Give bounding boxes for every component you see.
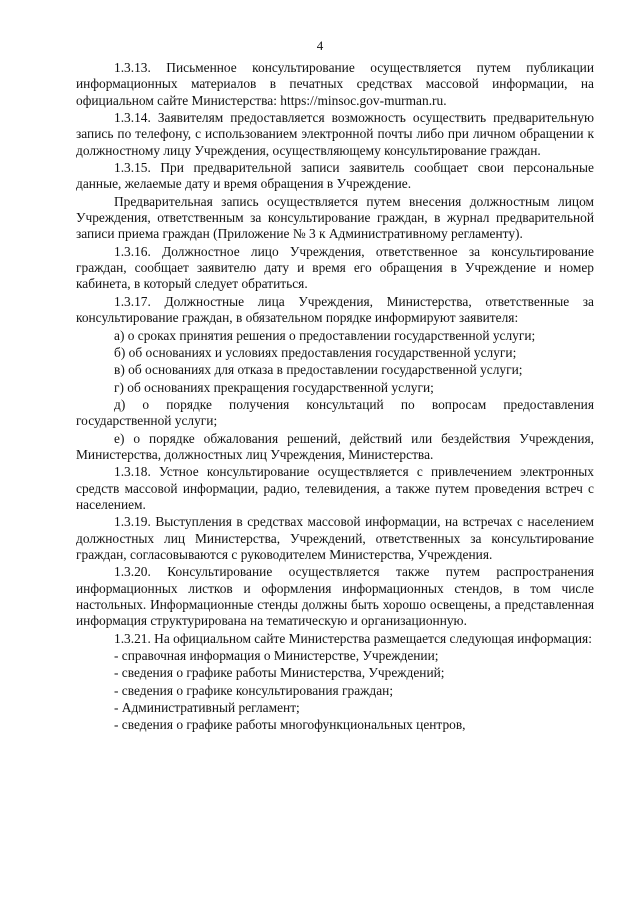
paragraph-1-3-19: 1.3.19. Выступления в средствах массовой информации, на встречах с населением должностных лиц Министерства, Учреждений, ответственных за консультирование граждан, согласовываются с руководителем Министерства, Учреждения. xyxy=(76,514,594,562)
paragraph-1-3-18: 1.3.18. Устное консультирование осуществляется с привлечением электронных средств массовой информации, радио, телевидения, а также путем проведения встреч с населением. xyxy=(76,464,594,512)
list-item-b: б) об основаниях и условиях предоставления государственной услуги; xyxy=(114,344,517,360)
list-item-v: в) об основаниях для отказа в предоставлении государственной услуги; xyxy=(114,362,523,378)
paragraph-1-3-16: 1.3.16. Должностное лицо Учреждения, ответственное за консультирование граждан, сообщает заявителю дату и время его обращения в Учреждение и номер кабинета, в который следует обратиться. xyxy=(76,243,594,292)
list-item-e: е) о порядке обжалования решений, действий или бездействия Учреждения, Министерства, должностных лиц Учреждения, Министерства. xyxy=(76,430,594,462)
list-item-g: г) об основаниях прекращения государственной услуги; xyxy=(114,379,434,395)
dash-item-mfc-schedule: - сведения о графике работы многофункциональных центров, xyxy=(114,717,466,733)
dash-item-regulation: - Административный регламент; xyxy=(114,700,300,716)
paragraph-1-3-21: 1.3.21. На официальном сайте Министерства размещается следующая информация: xyxy=(114,630,592,646)
page-number: 4 xyxy=(316,38,324,53)
list-item-a: а) о сроках принятия решения о предоставлении государственной услуги; xyxy=(114,327,536,343)
paragraph-1-3-13: 1.3.13. Письменное консультирование осуществляется путем публикации информационных материалов в печатных средствах массовой информации, на официальном сайте Министерства: https://minsoc.gov-murman.ru. xyxy=(76,60,594,108)
paragraph-1-3-15: 1.3.15. При предварительной записи заявитель сообщает свои персональные данные, желаемые дату и время обращения в Учреждение. xyxy=(76,160,594,192)
document-body xyxy=(76,60,594,735)
dash-item-reference-info: - справочная информация о Министерстве, Учреждении; xyxy=(114,648,439,664)
dash-item-consult-schedule: - сведения о графике консультирования граждан; xyxy=(114,682,394,698)
paragraph-1-3-17: 1.3.17. Должностные лица Учреждения, Министерства, ответственные за консультирование граждан, в обязательном порядке информируют заявителя: xyxy=(76,293,594,326)
paragraph-1-3-20: 1.3.20. Консультирование осуществляется также путем распространения информационных листков и оформления информационных стендов, в том числе настольных. Информационные стенды должны быть хорошо освещены, а представленная информация структурирована на тематическую и организационную. xyxy=(76,564,594,629)
dash-item-work-schedule: - сведения о графике работы Министерства, Учреждений; xyxy=(114,665,445,681)
paragraph-1-3-14: 1.3.14. Заявителям предоставляется возможность осуществить предварительную запись по телефону, с использованием электронной почты либо при личном обращении к должностному лицу Учреждения, осуществляющему консультирование граждан. xyxy=(76,110,594,158)
paragraph-preliminary-record: Предварительная запись осуществляется путем внесения должностным лицом Учреждения, ответственным за консультирование граждан, в журнал предварительной записи приема граждан (Приложение № 3 к Административному регламенту). xyxy=(76,193,594,242)
list-item-d: д) о порядке получения консультаций по вопросам предоставления государственной услуги; xyxy=(76,396,594,429)
